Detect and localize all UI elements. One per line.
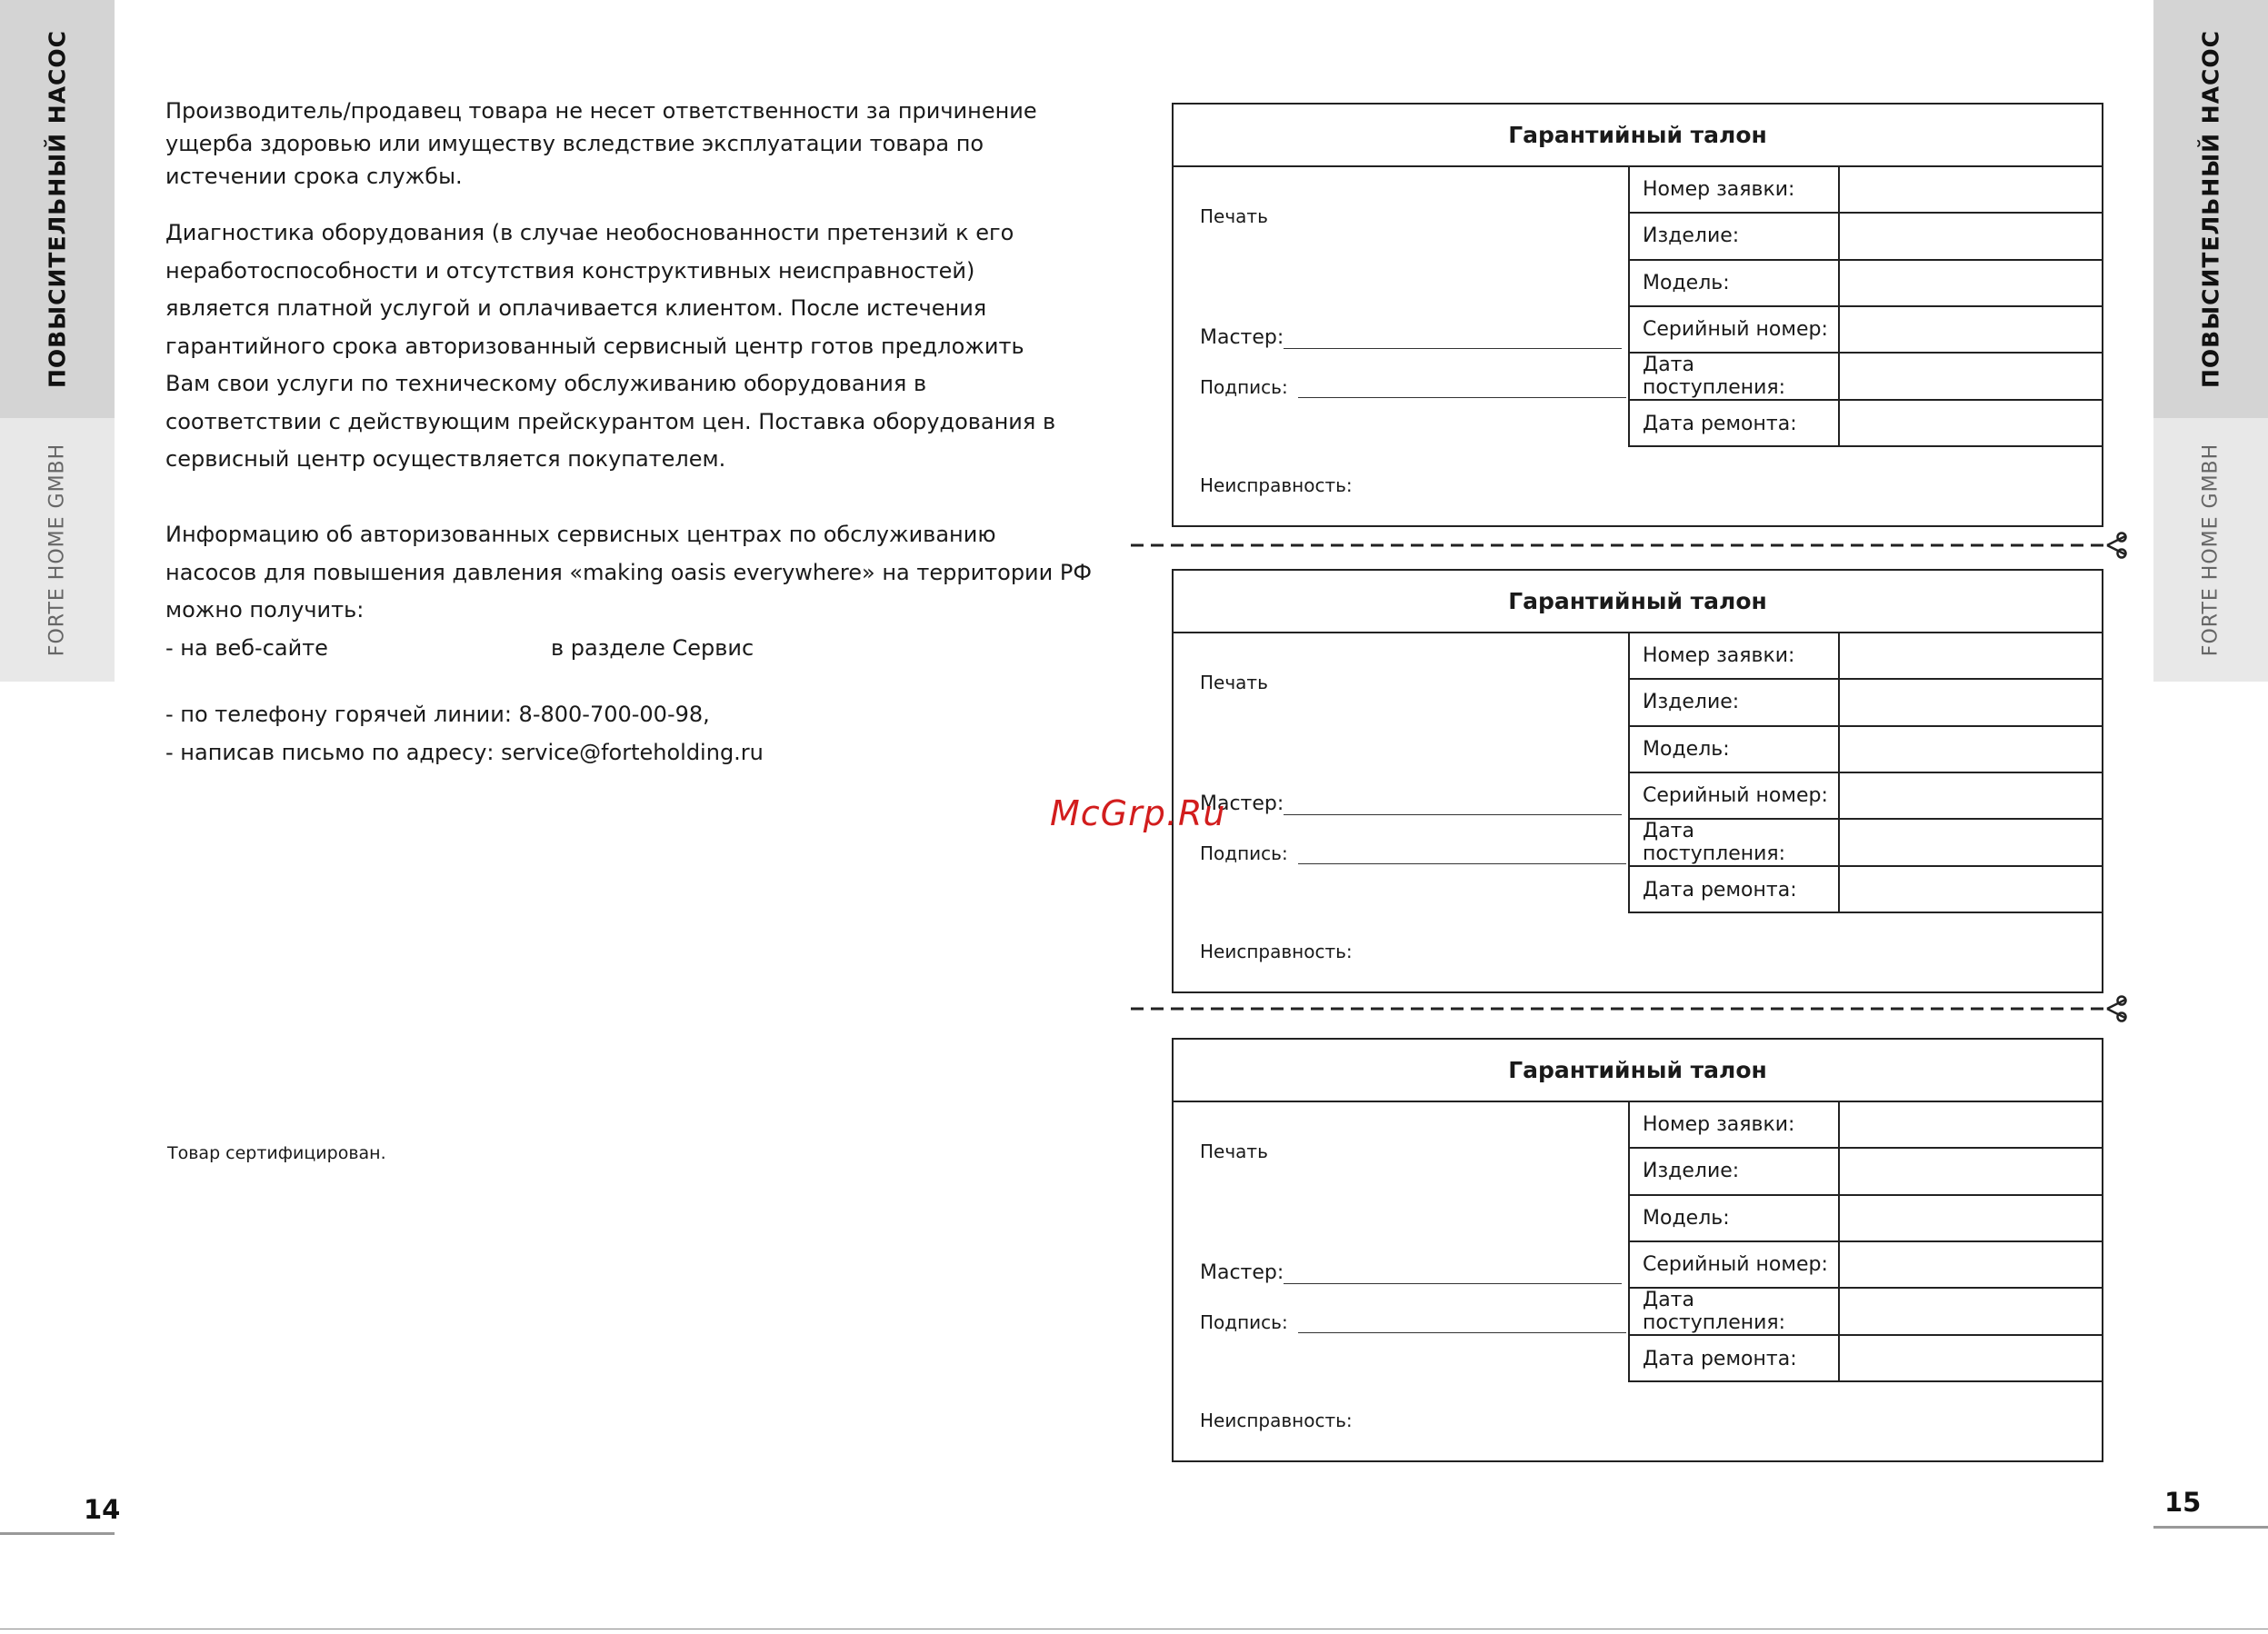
coupon-title: Гарантийный талон [1174,1040,2102,1102]
signature-field[interactable] [1200,376,1626,398]
right-side-tab-title [2153,0,2268,418]
field-row [1630,167,2103,214]
right-side-title: ПОВЫСИТЕЛЬНЫЙ НАСОС [2197,29,2224,389]
liability-paragraph: Производитель/продавец товара не несет ответственности за причинение ущерба здоровью или имуществу вследствие эксплуатации товара по истечении срока службы. [165,98,1037,189]
field-row [1630,680,2103,726]
stamp-label: Печать [1200,1141,1268,1162]
service-info-block [165,516,1093,667]
website-line [165,630,1065,668]
field-value[interactable] [1840,1149,2103,1193]
fault-label: Неисправность: [1200,941,1353,962]
field-label: Серийный номер: [1630,1242,1840,1287]
field-value[interactable] [1840,867,2103,913]
diagnostics-paragraph: Диагностика оборудования (в случае необоснованности претензий к его неработоспособности и отсутствия конструктивных неисправностей) является платной услугой и оплачивается клиентом. После истечения гарантийного срока авторизованный сервисный центр готов предложить Вам свои услуги по техническому обслуживанию оборудования в соответствии с действующим прейскурантом цен. Поставка оборудования в сервисный центр осуществляется покупателем. [165,220,1056,472]
master-label: Мастер: [1200,1261,1284,1284]
email-line: - написав письмо по адресу: service@forteholding.ru [165,739,764,765]
signature-label: Подпись: [1200,376,1288,398]
field-value[interactable] [1840,773,2103,818]
phone-line: - по телефону горячей линии: 8-800-700-00-98, [165,702,710,727]
watermark: McGrp.Ru [1050,793,1226,833]
field-label: Номер заявки: [1630,167,1840,212]
field-label: Номер заявки: [1630,1102,1840,1147]
field-value[interactable] [1840,727,2103,772]
left-side-title: ПОВЫСИТЕЛЬНЫЙ НАСОС [44,29,71,389]
page-number-right: 15 [2164,1487,2202,1518]
field-label: Изделие: [1630,680,1840,724]
contact-block [165,696,1065,772]
page-number-right-underline [2153,1526,2268,1529]
field-value[interactable] [1840,1336,2103,1382]
field-row [1630,354,2103,400]
field-row [1630,1102,2103,1149]
cut-line-2 [1127,995,2127,1022]
field-value[interactable] [1840,307,2103,352]
field-value[interactable] [1840,1196,2103,1240]
warranty-coupon-2 [1172,569,2103,993]
right-side-tab-brand [2153,418,2268,682]
field-label: Дата ремонта: [1630,401,1840,447]
coupon-fields-table [1628,1102,2103,1382]
field-label: Дата поступления: [1630,1289,1840,1333]
field-value[interactable] [1840,167,2103,212]
signature-label: Подпись: [1200,1311,1288,1333]
field-row [1630,867,2103,913]
field-value[interactable] [1840,401,2103,447]
page-number-left-underline [0,1532,115,1535]
field-label: Изделие: [1630,214,1840,258]
fault-label: Неисправность: [1200,1410,1353,1431]
field-value[interactable] [1840,354,2103,398]
field-label: Номер заявки: [1630,633,1840,678]
field-row [1630,820,2103,866]
warranty-coupon-3 [1172,1038,2103,1462]
field-value[interactable] [1840,633,2103,678]
warranty-coupon-1 [1172,103,2103,527]
field-label: Модель: [1630,727,1840,772]
field-row [1630,1149,2103,1195]
field-label: Дата ремонта: [1630,1336,1840,1382]
scissors-icon [2107,997,2126,1021]
master-field[interactable] [1200,326,1622,349]
website-suffix: в разделе Сервис [550,634,754,661]
coupon-stamp-area [1174,1102,1628,1382]
left-side-tab-title [0,0,115,418]
website-prefix: - на веб-сайте [165,634,328,661]
coupon-stamp-area [1174,167,1628,447]
info-line-2: насосов для повышения давления «making oasis everywhere» на территории РФ [165,559,1093,585]
left-side-brand: FORTE HOME GMBH [45,443,69,657]
field-row [1630,307,2103,354]
info-line-1: Информацию об авторизованных сервисных центрах по обслуживанию [165,522,996,547]
field-label: Дата ремонта: [1630,867,1840,913]
coupon-title: Гарантийный талон [1174,105,2102,167]
field-row [1630,773,2103,820]
field-row [1630,1196,2103,1242]
field-value[interactable] [1840,214,2103,258]
page-number-left: 14 [84,1494,121,1525]
signature-field[interactable] [1200,1311,1626,1333]
master-label: Мастер: [1200,326,1284,349]
field-row [1630,214,2103,260]
right-side-brand: FORTE HOME GMBH [2199,443,2223,657]
field-value[interactable] [1840,1289,2103,1333]
field-row [1630,1242,2103,1289]
signature-field[interactable] [1200,842,1626,864]
coupon-title: Гарантийный талон [1174,571,2102,633]
coupon-fields-table [1628,633,2103,913]
stamp-label: Печать [1200,205,1268,227]
master-field[interactable] [1200,1261,1622,1284]
coupon-stamp-area [1174,633,1628,913]
left-side-tab-brand [0,418,115,682]
cut-line-1 [1127,532,2127,559]
master-label: Мастер: [1200,792,1284,815]
field-label: Серийный номер: [1630,773,1840,818]
field-value[interactable] [1840,680,2103,724]
master-field[interactable] [1200,792,1622,815]
field-row [1630,727,2103,773]
scissors-icon [2107,533,2126,558]
field-label: Дата поступления: [1630,820,1840,864]
field-row [1630,261,2103,307]
field-label: Модель: [1630,1196,1840,1240]
field-value[interactable] [1840,1102,2103,1147]
fault-label: Неисправность: [1200,474,1353,496]
coupon-fields-table [1628,167,2103,447]
signature-label: Подпись: [1200,842,1288,864]
field-row [1630,1289,2103,1335]
field-label: Серийный номер: [1630,307,1840,352]
certified-note: Товар сертифицирован. [167,1143,386,1163]
field-row [1630,633,2103,680]
field-label: Модель: [1630,261,1840,305]
stamp-label: Печать [1200,672,1268,693]
field-value[interactable] [1840,261,2103,305]
field-label: Изделие: [1630,1149,1840,1193]
field-row [1630,1336,2103,1382]
field-row [1630,401,2103,447]
field-value[interactable] [1840,820,2103,864]
field-label: Дата поступления: [1630,354,1840,398]
info-line-3: можно получить: [165,597,365,623]
field-value[interactable] [1840,1242,2103,1287]
